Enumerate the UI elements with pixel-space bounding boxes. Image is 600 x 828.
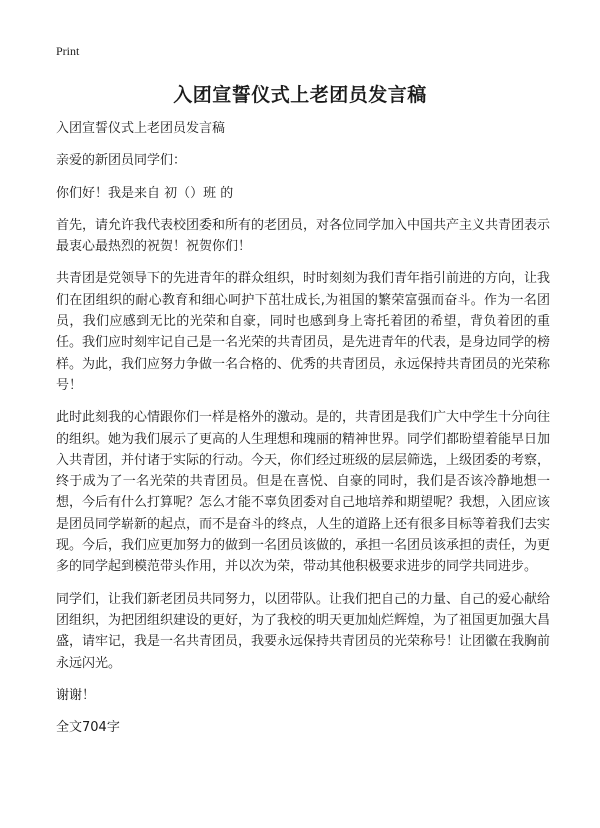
body-paragraph: 此时此刻我的心情跟你们一样是格外的激动。是的，共青团是我们广大中学生十分向往的组织。她为我们展示了更高的人生理想和瑰丽的精神世界。同学们都盼望着能早日加入共青团，并付诸于实际的行动。今天，你们经过班级的层层筛选，上级团委的考察，终于成为了一名光荣的共青团员。但是在喜悦、自豪的同时，我们是否该冷静地想一想，今后有什么打算呢？怎么才能不辜负团委对自己地培养和期望呢？我想，入团应该是团员同学崭新的起点，而不是奋斗的终点，人生的道路上还有很多目标等着我们去实现。今后，我们应更加努力的做到一名团员该做的，承担一名团员该承担的责任，为更多的同学起到模范带头作用，并以次为荣，带动其他积极要求进步的同学共同进步。 [56, 410, 551, 575]
subtitle-paragraph: 入团宣誓仪式上老团员发言稿 [56, 121, 226, 136]
greeting-paragraph: 你们好！我是来自 初（）班 的 [56, 185, 234, 201]
page-title: 入团宣誓仪式上老团员发言稿 [173, 84, 427, 106]
salutation-paragraph: 亲爱的新团员同学们： [56, 153, 187, 169]
print-link[interactable]: Print [56, 44, 80, 58]
body-paragraph: 共青团是党领导下的先进青年的群众组织，时时刻刻为我们青年指引前进的方向，让我们在团组织的耐心教育和细心呵护下茁壮成长,为祖国的繁荣富强而奋斗。作为一名团员，我们应感到无比的光荣和自豪，同时也感到身上寄托着团的希望，背负着团的重任。我们应时刻牢记自己是一名光荣的共青团员，是先进青年的代表，是身边同学的榜样。为此，我们应努力争做一名合格的、优秀的共青团员，永远保持共青团员的光荣称号！ [56, 271, 551, 393]
document-body [56, 118, 550, 749]
body-paragraph: 同学们，让我们新老团员共同努力，以团带队。让我们把自己的力量、自己的爱心献给团组织，为把团组织建设的更好，为了我校的明天更加灿烂辉煌，为了祖国更加强大昌盛，请牢记，我是一名共青团员，我要永远保持共青团员的光荣称号！让团徽在我胸前永远闪光。 [56, 591, 551, 671]
closing-paragraph: 谢谢！ [56, 687, 96, 703]
word-count: 全文704字 [56, 720, 120, 736]
body-paragraph: 首先，请允许我代表校团委和所有的老团员，对各位同学加入中国共产主义共青团表示最衷心最热烈的祝贺！祝贺你们！ [56, 217, 551, 255]
